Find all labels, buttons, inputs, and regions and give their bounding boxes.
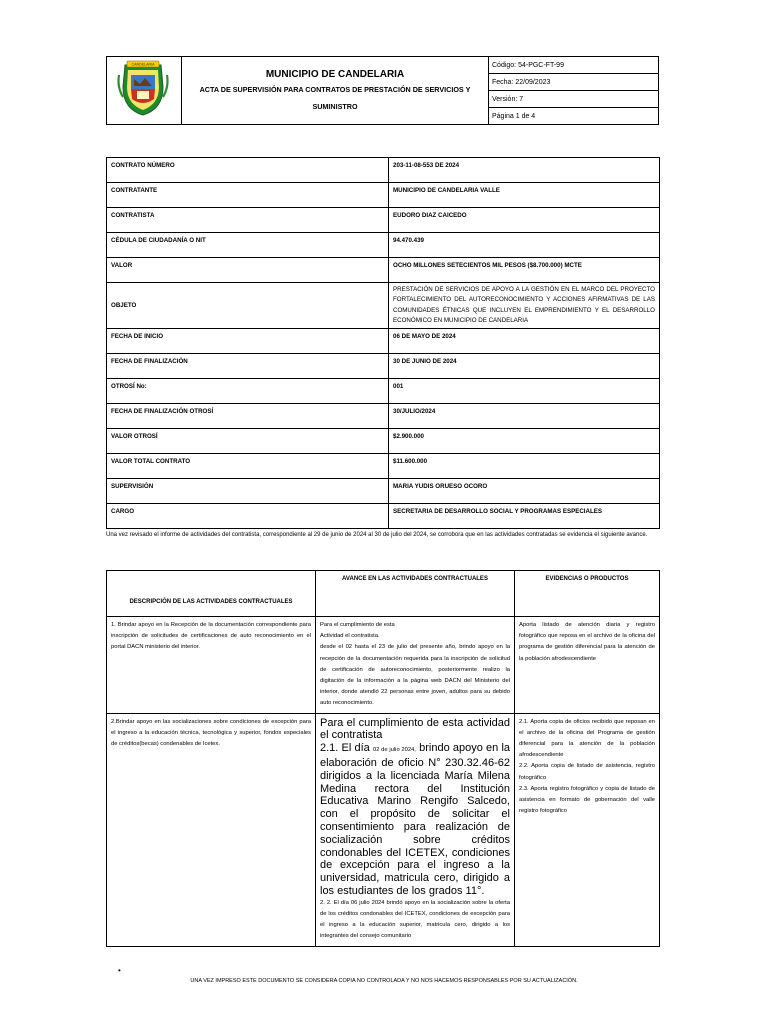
progress-p1-start: 2.1. El día — [320, 742, 373, 755]
table-row — [107, 328, 660, 353]
activity-evidence — [515, 713, 660, 946]
version-cell: Versión: 7 — [489, 91, 659, 108]
contract-label: CONTRATISTA — [107, 208, 389, 233]
column-header-description: DESCRIPCIÓN DE LAS ACTIVIDADES CONTRACTUALES — [107, 571, 316, 617]
contract-label: CARGO — [107, 503, 389, 528]
municipal-coat-of-arms-logo — [107, 57, 179, 119]
activity-progress — [316, 713, 515, 946]
table-row — [107, 183, 660, 208]
contract-value: 30/JULIO/2024 — [389, 403, 660, 428]
contract-value: OCHO MILLONES SETECIENTOS MIL PESOS ($8.700.000) MCTE — [389, 258, 660, 283]
evidence-item: 2.2. Aporta copia de listado de asistencia, registro fotográfico — [519, 763, 655, 781]
contract-object-value: PRESTACIÓN DE SERVICIOS DE APOYO A LA GESTIÓN EN EL MARCO DEL PROYECTO FORTALECIMIENTO DEL AUTORECONOCIMIENTO Y ACCIONES AFIRMATIVAS DE LAS COMUNIDADES ÉTNICAS QUE INCLUYEN EL EMPRENDIMIENTO Y EL DESARROLLO ECONÓMICO EN MUNICIPIO DE CANDELARIA — [389, 283, 660, 329]
table-row — [107, 378, 660, 403]
table-row — [107, 353, 660, 378]
table-row — [107, 258, 660, 283]
page-number-cell: Página 1 de 4 — [489, 108, 659, 125]
progress-paragraph: 2. 2. El día 06 julio 2024 brindó apoyo en la socialización sobre la oferta de los créditos condonables del ICETEX, condiciones de excepción para el ingreso a la educación superior, matricula cero, dirigido a los integrantes del consejo comunitario — [320, 899, 510, 940]
column-header-evidence: EVIDENCIAS O PRODUCTOS — [515, 571, 660, 617]
contract-label: VALOR — [107, 258, 389, 283]
contract-value: $11.600.000 — [389, 453, 660, 478]
contract-value: 001 — [389, 378, 660, 403]
contract-label: OBJETO — [107, 283, 389, 329]
activity-description: 1. Brindar apoyo en la Recepción de la documentación correspondiente para inscripción de solicitudes de certificaciones de auto reconocimiento en el portal DACN ministerio del interior. — [107, 617, 316, 714]
title-cell — [182, 57, 489, 125]
contract-label: FECHA DE INICIO — [107, 328, 389, 353]
municipality-title: MUNICIPIO DE CANDELARIA — [265, 68, 405, 80]
table-row — [107, 713, 660, 946]
table-row — [107, 617, 660, 714]
contract-label: VALOR TOTAL CONTRATO — [107, 453, 389, 478]
evidence-item: 2.3. Aporta registro fotográfico y copia de listado de asistencia en formato de gobernación del valle registro fotográfico — [519, 785, 655, 815]
table-row — [107, 403, 660, 428]
contract-label: OTROSÍ No: — [107, 378, 389, 403]
contract-label: FECHA DE FINALIZACIÓN OTROSÍ — [107, 403, 389, 428]
table-row — [107, 158, 660, 183]
contract-label: CONTRATANTE — [107, 183, 389, 208]
table-row — [107, 208, 660, 233]
contract-value: SECRETARIA DE DESARROLLO SOCIAL Y PROGRAMAS ESPECIALES — [389, 503, 660, 528]
contract-value: 30 DE JUNIO DE 2024 — [389, 353, 660, 378]
progress-lead-line: Actividad el contratista. — [320, 633, 380, 640]
progress-p1-date: 02 de julio 2024, — [372, 747, 416, 754]
bullet-mark: • — [118, 966, 121, 975]
evidence-item: 2.1. Aporta copia de oficios recibido que reposan en el archivo de la oficina del Programa de gestión diferencial para la atención de la población afrodescendiente — [519, 718, 655, 759]
document-title: ACTA DE SUPERVISIÓN PARA CONTRATOS DE PRESTACIÓN DE SERVICIOS Y SUMINISTRO — [199, 84, 471, 111]
progress-p1-rest: brindo apoyo en la elaboración de oficio N° 230.32.46-62 dirigidos a la licenciada María Milena Medina rectora del Institución Educativa Marino Rengifo Salcedo, con el propósito de solicitar el consentimiento para realización de socialización sobre créditos condonables del ICETEX, condiciones de excepción para el ingreso a la universidad, matricula cero, dirigido a los estudiantes de los grados 11°. — [320, 742, 511, 897]
contract-value: 06 DE MAYO DE 2024 — [389, 328, 660, 353]
contract-label: CONTRATO NÚMERO — [107, 158, 389, 183]
contract-value: EUDORO DIAZ CAICEDO — [389, 208, 660, 233]
svg-text:CANDELARIA: CANDELARIA — [131, 62, 155, 67]
contract-details-table — [106, 157, 660, 529]
progress-paragraph — [320, 742, 510, 898]
progress-lead: Para el cumplimiento de esta actividad el contratista — [320, 716, 510, 742]
table-row — [107, 478, 660, 503]
contract-value: 203-11-08-553 DE 2024 — [389, 158, 660, 183]
activity-description: 2.Brindar apoyo en las socializaciones sobre condiciones de excepción para el ingreso a la educación técnica, tecnológica y superior, fondos especiales de créditos(becas) condenables de Icetex. — [107, 713, 316, 946]
contract-label: FECHA DE FINALIZACIÓN — [107, 353, 389, 378]
table-header-row — [107, 571, 660, 617]
table-row — [107, 503, 660, 528]
table-row — [107, 428, 660, 453]
document-header — [106, 56, 659, 125]
table-row — [107, 233, 660, 258]
footer-disclaimer: UNA VEZ IMPRESO ESTE DOCUMENTO SE CONSIDERA COPIA NO CONTROLADA Y NO NOS HACEMOS RESPONSABLES POR SU ACTUALIZACIÓN. — [190, 978, 578, 984]
activity-progress — [316, 617, 515, 714]
progress-lead-line: Para el cumplimiento de esta — [320, 622, 395, 628]
contract-value: MUNICIPIO DE CANDELARIA VALLE — [389, 183, 660, 208]
table-row — [107, 283, 660, 329]
column-header-progress: AVANCE EN LAS ACTIVIDADES CONTRACTUALES — [316, 571, 515, 617]
contract-label: CÉDULA DE CIUDADANÍA O NIT — [107, 233, 389, 258]
table-row — [107, 453, 660, 478]
logo-cell — [107, 57, 182, 125]
date-cell: Fecha: 22/09/2023 — [489, 74, 659, 91]
activity-evidence: Aporta listado de atención diaria y registro fotográfico que reposa en el archivo de la oficina del programa de gestión diferencial para la atención de la población afrodescendiente — [515, 617, 660, 714]
progress-body: desde el 02 hasta el 23 de julio del presente año, brindo apoyo en la recepción de la documentación requerida para la inscripción de solicitud de certificación de autoreconocimiento, posteriormente realizo la digitación de la información a la página web DACN del Ministerio del interior, donde atendió 22 personas entre joven, adultos para su debido auto reconocimiento. — [320, 644, 510, 707]
contract-value: 94.470.439 — [389, 233, 660, 258]
activities-table — [106, 570, 660, 947]
intro-paragraph: Una vez revisado el informe de actividades del contratista, correspondiente al 29 de junio de 2024 al 30 de julio del 2024, se corrobora que en las actividades contratadas se evidencia el siguiente avance. — [106, 532, 648, 538]
contract-value: $2.900.000 — [389, 428, 660, 453]
contract-label: SUPERVISIÓN — [107, 478, 389, 503]
code-cell: Código: 54-PGC-FT-99 — [489, 57, 659, 74]
contract-value: MARIA YUDIS ORUESO OCORO — [389, 478, 660, 503]
contract-label: VALOR OTROSÍ — [107, 428, 389, 453]
